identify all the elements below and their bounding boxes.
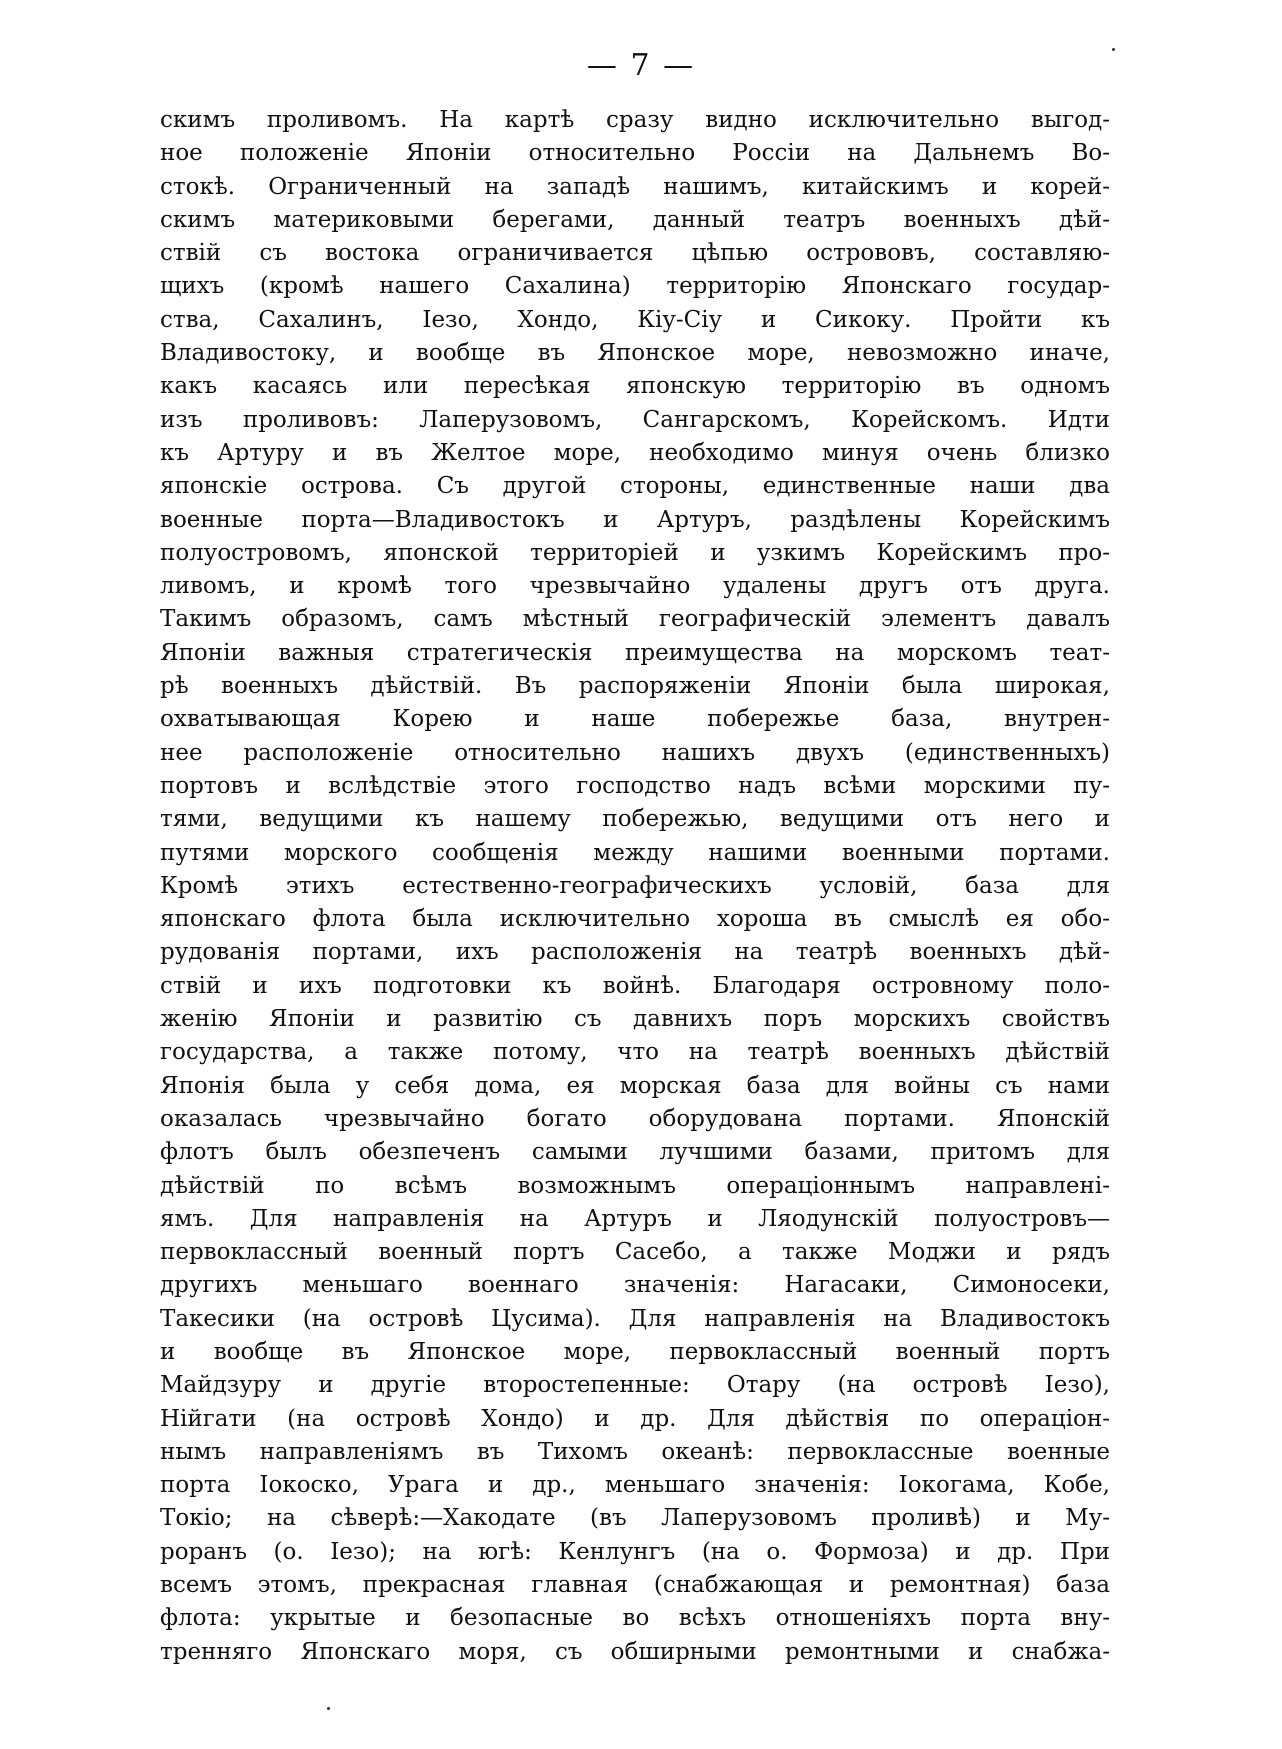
text-line: скимъ материковыми берегами, данный театръ военныхъ дѣй- <box>160 206 1110 233</box>
text-line: всемъ этомъ, прекрасная главная (снабжающая и ремонтная) база <box>160 1572 1110 1599</box>
text-line: Такесики (на островѣ Цусима). Для направленiя на Владивостокъ <box>160 1305 1110 1332</box>
text-line: Японiя была у себя дома, ея морская база для войны съ нами <box>160 1072 1110 1099</box>
text-line: стокѣ. Ограниченный на западѣ нашимъ, китайскимъ и корей- <box>160 173 1110 200</box>
text-line: Владивостоку, и вообще въ Японское море, невозможно иначе, <box>160 340 1110 367</box>
text-line: скимъ проливомъ. На картѣ сразу видно исключительно выгод- <box>160 107 1110 133</box>
text-line: флота: укрытые и безопасные во всѣхъ отношенiяхъ порта вну- <box>160 1605 1110 1632</box>
text-line: тренняго Японскаго моря, съ обширными ремонтными и снабжа- <box>160 1638 1110 1665</box>
text-line: къ Артуру и въ Желтое море, необходимо минуя очень близко <box>160 439 1110 466</box>
page-number: — 7 — <box>586 48 696 83</box>
text-line: нее расположенiе относительно нашихъ двухъ (единственныхъ) <box>160 739 1110 766</box>
text-line: ливомъ, и кромѣ того чрезвычайно удалены другъ отъ друга. <box>160 573 1110 600</box>
text-line: полуостровомъ, японской территорiей и узкимъ Корейскимъ про- <box>160 539 1110 566</box>
text-line: Токiо; на сѣверѣ:—Хакодате (въ Лаперузовомъ проливѣ) и Му- <box>160 1505 1110 1532</box>
text-line: нымъ направленiямъ въ Тихомъ океанѣ: первоклассные военные <box>160 1438 1110 1465</box>
print-speck <box>1112 48 1115 51</box>
text-line: первоклассный военный портъ Сасебо, а также Моджи и рядъ <box>160 1239 1110 1266</box>
text-line: Такимъ образомъ, самъ мѣстный географическiй элементъ давалъ <box>160 606 1110 633</box>
text-line: изъ проливовъ: Лаперузовомъ, Сангарскомъ, Корейскомъ. Идти <box>160 406 1110 433</box>
print-speck <box>327 1707 330 1710</box>
text-line: щихъ (кромѣ нашего Сахалина) территорiю Японскаго государ- <box>160 273 1110 300</box>
text-line: портовъ и вслѣдствiе этого господство надъ всѣми морскими пу- <box>160 772 1110 799</box>
text-line: ямъ. Для направленiя на Артуръ и Ляодунскiй полуостровъ— <box>160 1205 1110 1232</box>
text-line: флотъ былъ обезпеченъ самыми лучшими базами, притомъ для <box>160 1139 1110 1166</box>
text-line: путями морского сообщенiя между нашими военными портами. <box>160 839 1110 866</box>
text-line: Майдзуру и другiе второстепенные: Отару (на островѣ Iезо), <box>160 1372 1110 1399</box>
text-line: роранъ (о. Iезо); на югѣ: Кенлунгъ (на о. Формоза) и др. При <box>160 1538 1110 1565</box>
text-line: ное положенiе Японiи относительно Россiи на Дальнемъ Во- <box>160 140 1110 167</box>
text-line: ствiй съ востока ограничивается цѣпью острововъ, составляю- <box>160 240 1110 267</box>
text-line: дѣйствiй по всѣмъ возможнымъ операцiоннымъ направленi- <box>160 1172 1110 1199</box>
text-line: рудованiя портами, ихъ расположенiя на театрѣ военныхъ дѣй- <box>160 939 1110 966</box>
body-text <box>160 104 1110 1669</box>
text-line: и вообще въ Японское море, первоклассный военный портъ <box>160 1338 1110 1365</box>
text-line: Японiи важныя стратегическiя преимущества на морскомъ теат- <box>160 639 1110 666</box>
text-line: японскiе острова. Съ другой стороны, единственные наши два <box>160 473 1110 500</box>
text-line: женiю Японiи и развитiю съ давнихъ поръ морскихъ свойствъ <box>160 1006 1110 1033</box>
text-line: тями, ведущими къ нашему побережью, ведущими отъ него и <box>160 806 1110 833</box>
text-line: Кромѣ этихъ естественно-географическихъ условiй, база для <box>160 872 1110 899</box>
text-line: какъ касаясь или пересѣкая японскую территорiю въ одномъ <box>160 373 1110 400</box>
text-line: ства, Сахалинъ, Iезо, Хондо, Кiу-Сiу и Сикоку. Пройти къ <box>160 306 1110 333</box>
text-line: порта Iокоско, Урага и др., меньшаго значенiя: Iокогама, Кобе, <box>160 1472 1110 1499</box>
text-line: оказалась чрезвычайно богато оборудована портами. Японскiй <box>160 1105 1110 1132</box>
text-line: ствiй и ихъ подготовки къ войнѣ. Благодаря островному поло- <box>160 972 1110 999</box>
text-line: военные порта—Владивостокъ и Артуръ, раздѣлены Корейскимъ <box>160 506 1110 533</box>
text-line: государства, а также потому, что на театрѣ военныхъ дѣйствiй <box>160 1039 1110 1066</box>
text-line: рѣ военныхъ дѣйствiй. Въ распоряженiи Японiи была широкая, <box>160 673 1110 700</box>
text-line-spaced: охватывающая Корею и наше побережье база, внутрен- <box>160 706 1110 733</box>
text-line: японскаго флота была исключительно хороша въ смыслѣ ея обо- <box>160 906 1110 933</box>
text-line: другихъ меньшаго военнаго значенiя: Нагасаки, Симоносеки, <box>160 1272 1110 1299</box>
text-line: Нiйгати (на островѣ Хондо) и др. Для дѣйствiя по операцiон- <box>160 1405 1110 1432</box>
